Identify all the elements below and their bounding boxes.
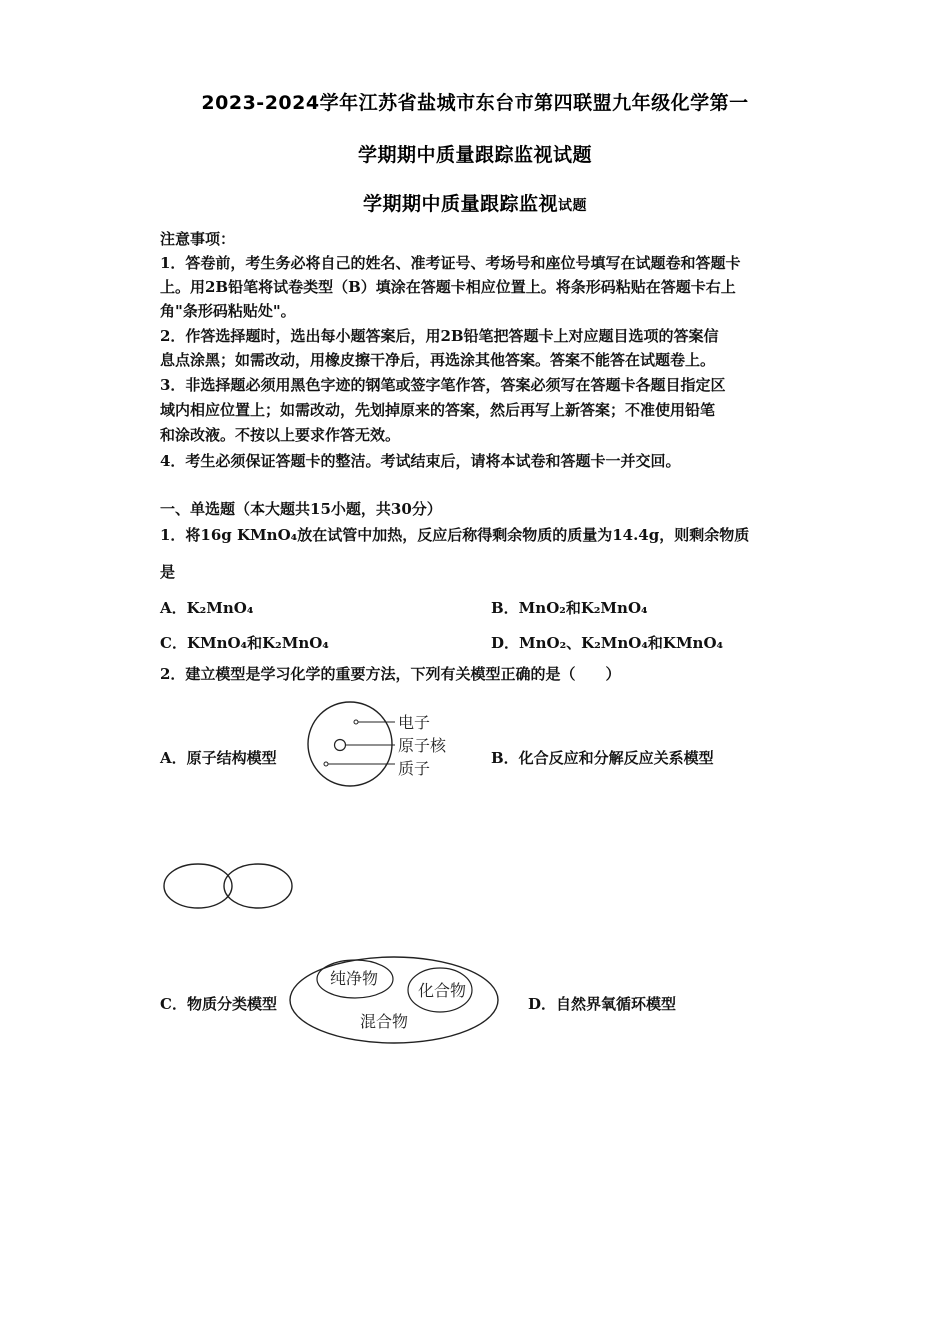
notice-line: 和涂改液。不按以上要求作答无效。 <box>160 426 401 444</box>
title-line3-main: 学期期中质量跟踪监视 <box>362 193 558 215</box>
q1-option-d: D．MnO₂、K₂MnO₄和KMnO₄ <box>491 634 724 652</box>
venn-ellipse-right <box>224 864 292 908</box>
q1-option-a: A．K₂MnO₄ <box>160 599 254 617</box>
document-title-line1: 2023-2024学年江苏省盐城市东台市第四联盟九年级化学第一 <box>201 92 749 114</box>
notice-line: 4．考生必须保证答题卡的整洁。考试结束后，请将本试卷和答题卡一并交回。 <box>160 452 681 470</box>
proton-dot <box>324 762 328 766</box>
notice-line: 上。用2B铅笔将试卷类型（B）填涂在答题卡相应位置上。将条形码粘贴在答题卡右上 <box>160 278 736 296</box>
label-mixture: 混合物 <box>360 1012 409 1031</box>
reaction-relationship-venn <box>160 860 310 915</box>
q1-stem-line1: 1．将16g KMnO₄放在试管中加热，反应后称得剩余物质的质量为14.4g，则剩余物质 <box>160 526 750 544</box>
atom-structure-diagram <box>290 700 470 790</box>
notice-line: 2．作答选择题时，选出每小题答案后，用2B铅笔把答题卡上对应题目选项的答案信 <box>160 327 719 345</box>
notice-line: 3．非选择题必须用黑色字迹的钢笔或签字笔作答，答案必须写在答题卡各题目指定区 <box>160 376 726 394</box>
section-heading: 一、单选题（本大题共15小题，共30分） <box>160 500 442 518</box>
electron-dot <box>354 720 358 724</box>
label-compound: 化合物 <box>418 981 467 1000</box>
q1-option-b: B．MnO₂和K₂MnO₄ <box>491 599 648 617</box>
notice-heading: 注意事项： <box>160 230 236 248</box>
venn-ellipse-left <box>164 864 232 908</box>
atom-label-nucleus: 原子核 <box>398 736 447 755</box>
q1-option-c: C．KMnO₄和K₂MnO₄ <box>160 634 329 652</box>
atom-label-proton: 质子 <box>398 759 431 778</box>
label-pure-substance: 纯净物 <box>330 969 379 988</box>
notice-line: 域内相应位置上；如需改动，先划掉原来的答案，然后再写上新答案；不准使用铅笔 <box>160 401 716 419</box>
q2-option-a: A．原子结构模型 <box>160 749 277 767</box>
document-title-line3 <box>0 189 950 216</box>
q2-option-c: C．物质分类模型 <box>160 995 277 1013</box>
notice-line: 角"条形码粘贴处"。 <box>160 302 296 320</box>
notice-line: 1．答卷前，考生务必将自己的姓名、准考证号、考场号和座位号填写在试题卷和答题卡 <box>160 254 741 272</box>
atom-label-electron: 电子 <box>398 713 431 732</box>
q2-option-d: D．自然界氧循环模型 <box>528 995 677 1013</box>
q1-stem-line2: 是 <box>160 563 176 581</box>
atom-outer-circle <box>308 702 392 786</box>
title-line3-small: 试题 <box>558 198 587 214</box>
q2-option-b: B．化合反应和分解反应关系模型 <box>491 749 714 767</box>
document-title-line2: 学期期中质量跟踪监视试题 <box>357 144 592 166</box>
notice-line: 息点涂黑；如需改动，用橡皮擦干净后，再选涂其他答案。答案不能答在试题卷上。 <box>160 351 716 369</box>
atom-nucleus-circle <box>335 740 346 751</box>
q2-stem: 2．建立模型是学习化学的重要方法，下列有关模型正确的是（ ） <box>160 665 621 683</box>
substance-classification-diagram <box>288 955 503 1045</box>
